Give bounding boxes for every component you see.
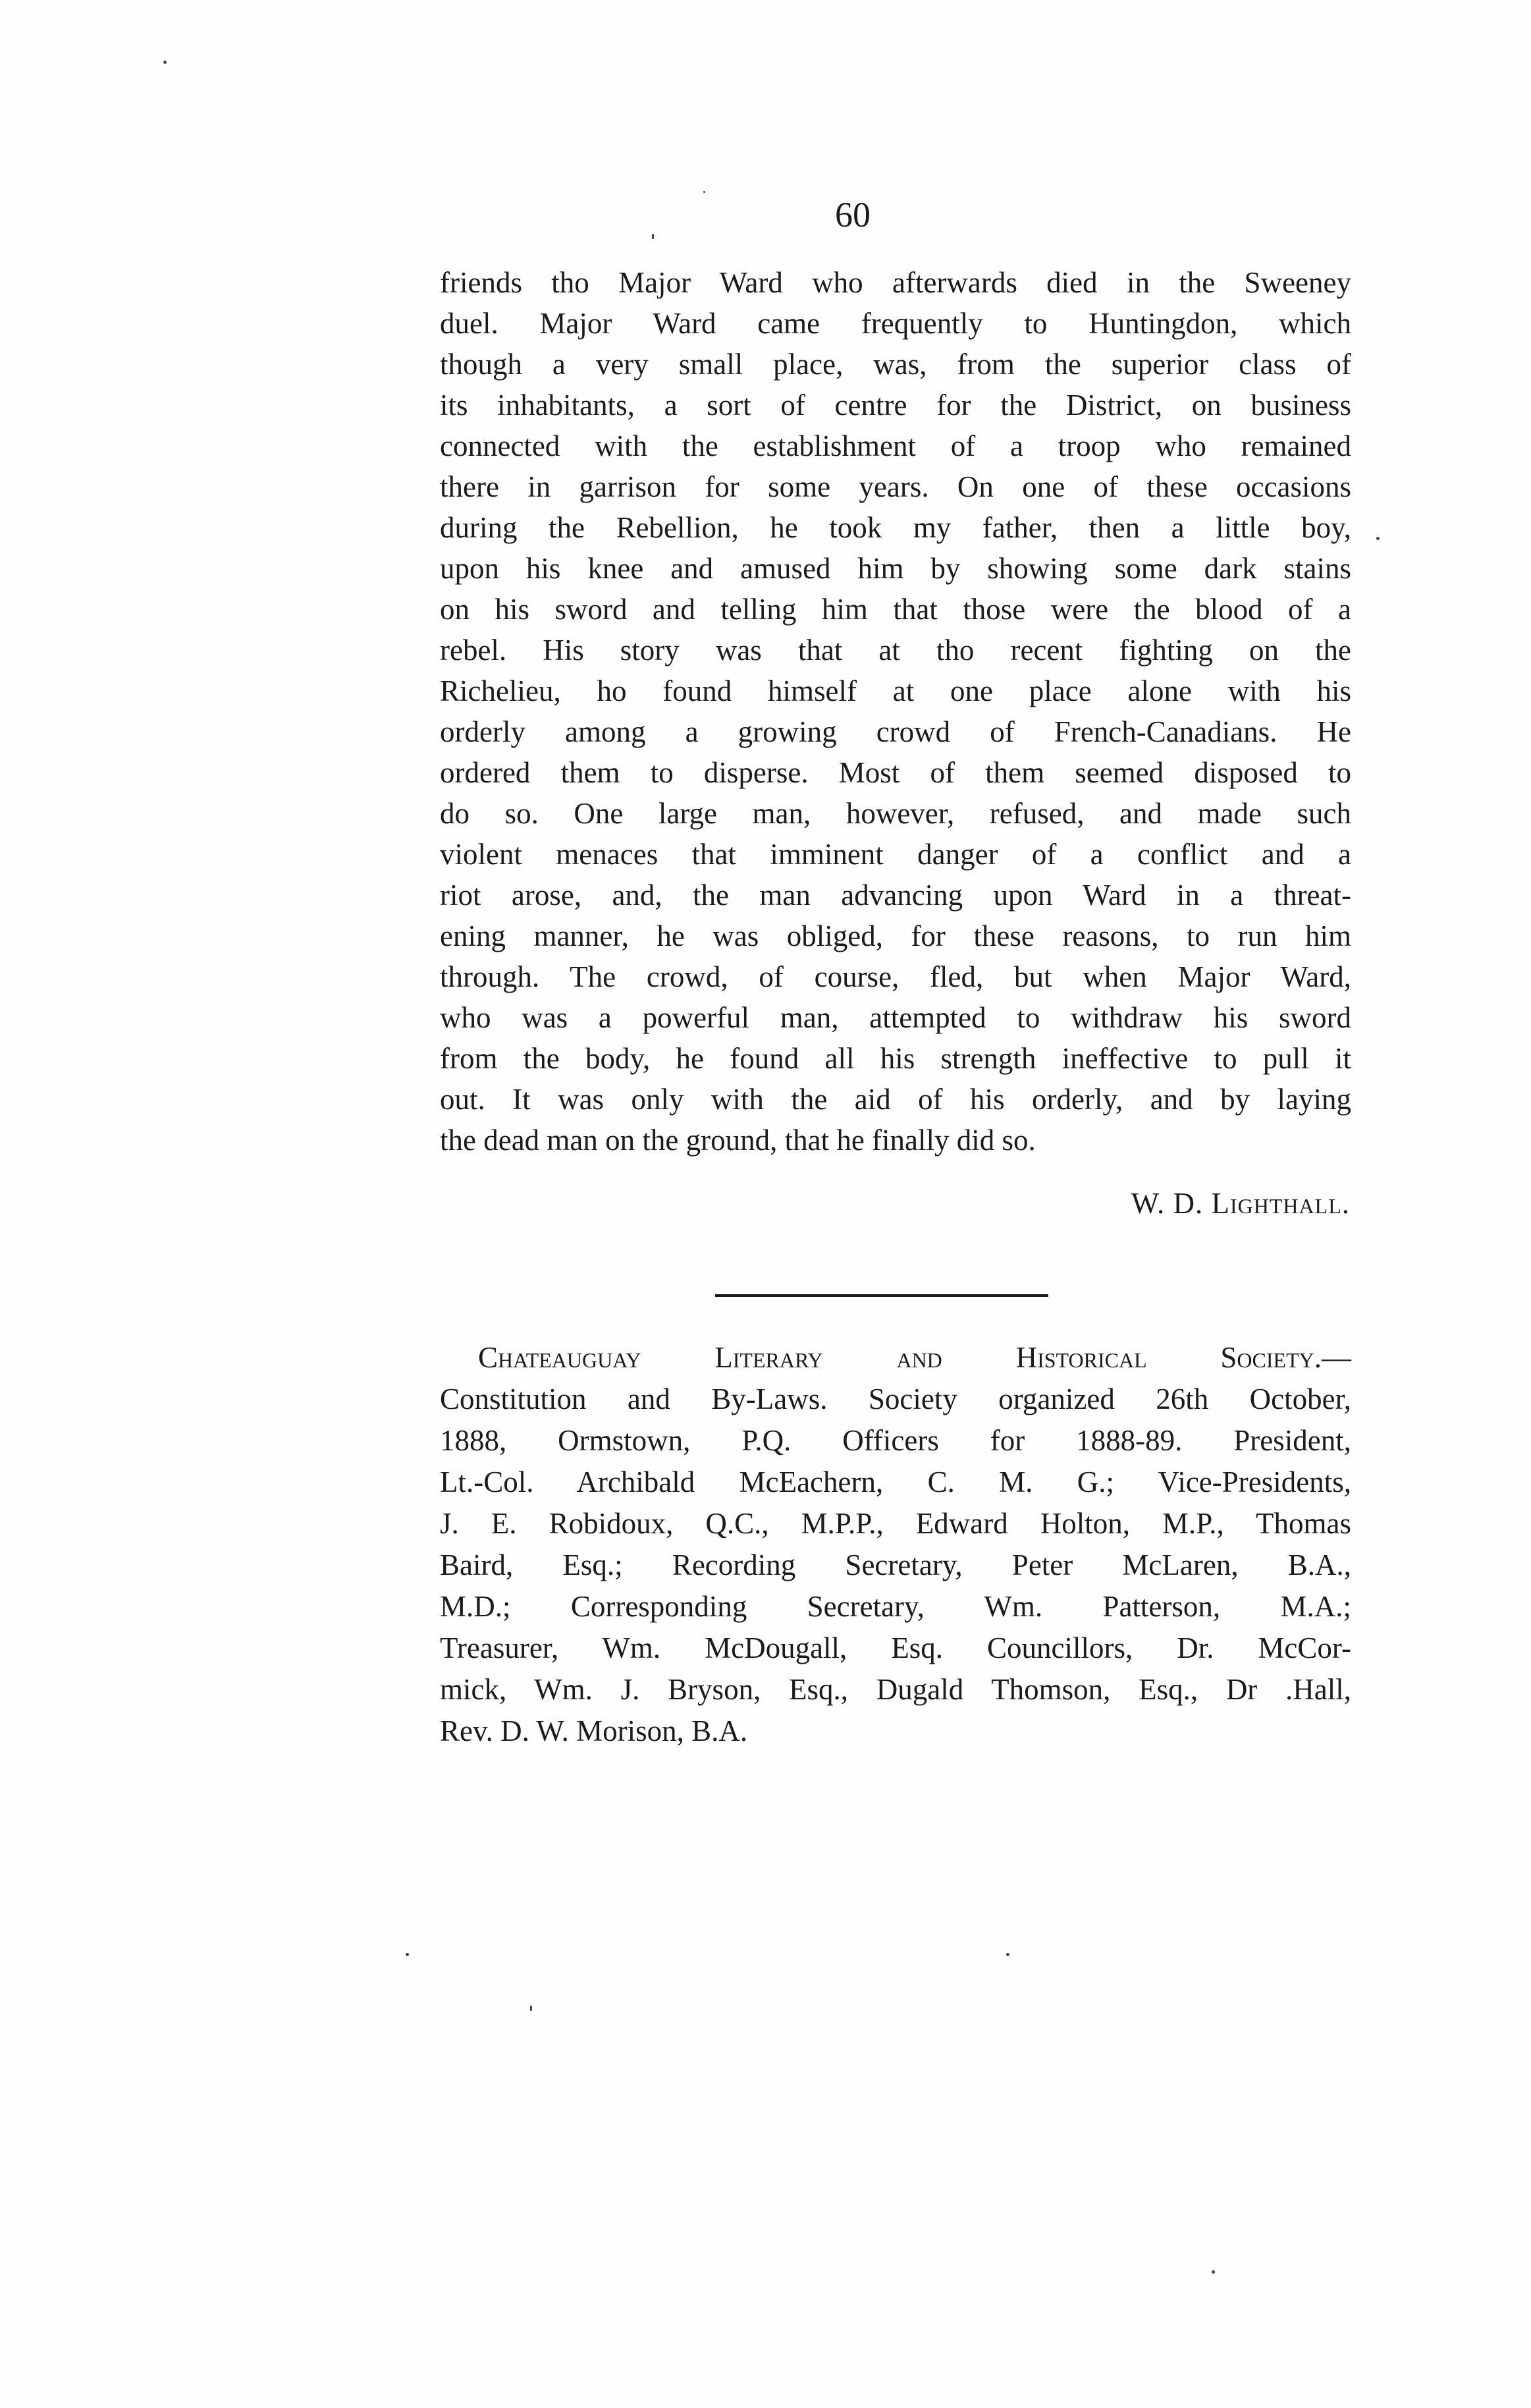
scan-speck	[163, 61, 167, 64]
text-line: Constitution and By-Laws. Society organized 26th October,	[440, 1382, 1351, 1415]
text-line: duel. Major Ward came frequently to Huntingdon, which	[440, 307, 1351, 340]
text-line: friends tho Major Ward who afterwards died in the Sweeney	[440, 266, 1351, 299]
scan-speck	[1212, 2270, 1215, 2274]
scan-speck	[530, 2006, 532, 2011]
scan-speck	[406, 1953, 409, 1956]
text-line: out. It was only with the aid of his orderly, and by laying	[440, 1083, 1351, 1116]
text-line: M.D.; Corresponding Secretary, Wm. Patterson, M.A.;	[440, 1590, 1351, 1623]
text-line: violent menaces that imminent danger of a conflict and a	[440, 838, 1351, 871]
author-signature	[961, 1183, 1350, 1224]
text-line: there in garrison for some years. On one of these occasions	[440, 470, 1351, 503]
section-divider	[715, 1294, 1048, 1297]
notice-heading-line: Chateauguay Literary and Historical Society.—	[478, 1341, 1351, 1374]
page-number: 60	[835, 195, 871, 234]
text-line: orderly among a growing crowd of French-Canadians. He	[440, 715, 1351, 748]
text-line: rebel. His story was that at tho recent fighting on the	[440, 634, 1351, 667]
text-line: riot arose, and, the man advancing upon Ward in a threat-	[440, 879, 1351, 912]
society-notice	[440, 1337, 1351, 1752]
text-line: J. E. Robidoux, Q.C., M.P.P., Edward Holton, M.P., Thomas	[440, 1507, 1351, 1540]
text-line: mick, Wm. J. Bryson, Esq., Dugald Thomson, Esq., Dr .Hall,	[440, 1673, 1351, 1706]
text-line: upon his knee and amused him by showing some dark stains	[440, 552, 1351, 585]
signature-text: W. D. Lighthall.	[1131, 1187, 1350, 1220]
text-line: Baird, Esq.; Recording Secretary, Peter McLaren, B.A.,	[440, 1548, 1351, 1581]
text-line: Treasurer, Wm. McDougall, Esq. Councillors, Dr. McCor-	[440, 1631, 1351, 1664]
article-text	[440, 262, 1351, 1161]
text-line: its inhabitants, a sort of centre for the District, on business	[440, 389, 1351, 422]
text-line: ordered them to disperse. Most of them seemed disposed to	[440, 756, 1351, 789]
text-line: though a very small place, was, from the superior class of	[440, 348, 1351, 381]
text-line: Rev. D. W. Morison, B.A.	[440, 1714, 748, 1747]
text-line: do so. One large man, however, refused, and made such	[440, 797, 1351, 830]
text-line: ening manner, he was obliged, for these reasons, to run him	[440, 919, 1351, 952]
text-line: the dead man on the ground, that he finally did so.	[440, 1124, 1036, 1157]
text-line: from the body, he found all his strength ineffective to pull it	[440, 1042, 1351, 1075]
text-line: on his sword and telling him that those were the blood of a	[440, 593, 1351, 626]
text-line: 1888, Ormstown, P.Q. Officers for 1888-89. President,	[440, 1424, 1351, 1457]
text-line: through. The crowd, of course, fled, but when Major Ward,	[440, 960, 1351, 993]
text-line: connected with the establishment of a troop who remained	[440, 429, 1351, 462]
scan-speck	[652, 234, 654, 239]
scan-speck	[703, 191, 705, 193]
text-line: who was a powerful man, attempted to withdraw his sword	[440, 1001, 1351, 1034]
text-line: during the Rebellion, he took my father, then a little boy,	[440, 511, 1351, 544]
text-line: Richelieu, ho found himself at one place alone with his	[440, 674, 1351, 707]
text-line: Lt.-Col. Archibald McEachern, C. M. G.; Vice-Presidents,	[440, 1465, 1351, 1498]
scan-speck	[1376, 537, 1380, 540]
scan-speck	[1006, 1953, 1009, 1956]
